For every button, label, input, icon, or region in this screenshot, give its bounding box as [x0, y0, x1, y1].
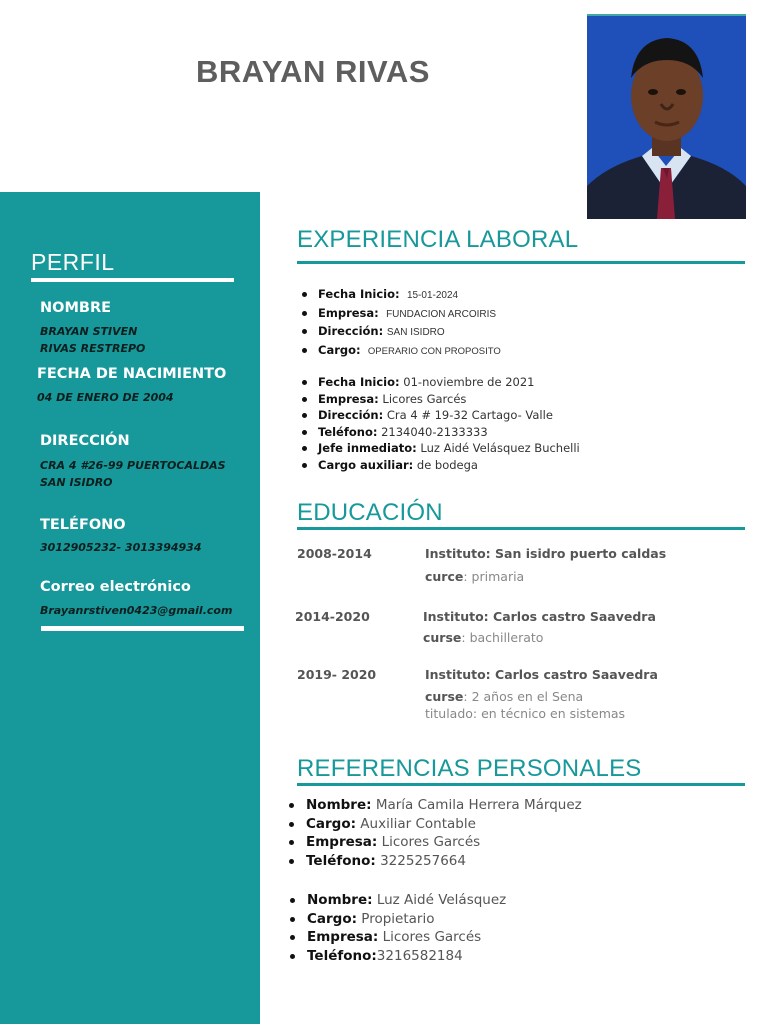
telefono-label: TELÉFONO	[40, 517, 126, 533]
list-item: Empresa: Licores Garcés	[287, 928, 506, 947]
list-item: Nombre: María Camila Herrera Márquez	[286, 796, 582, 815]
resume-name-title: BRAYAN RIVAS	[196, 54, 430, 89]
referencias-divider	[297, 783, 745, 786]
list-item: Empresa: Licores Garcés	[297, 391, 580, 408]
correo-value: Brayanrstiven0423@gmail.com	[40, 604, 233, 617]
nombre-label: NOMBRE	[40, 300, 112, 316]
edu-1-institution: Instituto: San isidro puerto caldas	[425, 546, 667, 561]
sidebar-heading-divider	[31, 278, 234, 282]
reference-1-list	[286, 796, 582, 870]
edu-3-years: 2019- 2020	[297, 667, 377, 682]
list-item: Cargo: Auxiliar Contable	[286, 815, 582, 834]
edu-3-institution: Instituto: Carlos castro Saavedra	[425, 667, 658, 682]
profile-sidebar	[0, 192, 260, 1024]
direccion-line1: CRA 4 #26-99 PUERTOCALDAS	[40, 459, 226, 472]
nombre-line2: RIVAS RESTREPO	[40, 342, 146, 355]
edu-2-course: curse: bachillerato	[423, 630, 544, 645]
list-item: Teléfono: 3225257664	[286, 852, 582, 871]
nacimiento-value: 04 DE ENERO DE 2004	[37, 391, 174, 404]
educacion-divider	[297, 527, 745, 530]
edu-3-extra: titulado: en técnico en sistemas	[425, 706, 626, 721]
direccion-label: DIRECCIÓN	[40, 433, 130, 449]
experiencia-title: EXPERIENCIA LABORAL	[297, 226, 579, 253]
edu-1-course: curce: primaria	[425, 569, 525, 584]
job-2-list	[297, 374, 580, 473]
experiencia-divider	[297, 261, 745, 264]
list-item: Cargo: Propietario	[287, 910, 506, 929]
list-item: Fecha Inicio: 15-01-2024	[297, 286, 501, 305]
list-item: Teléfono:3216582184	[287, 947, 506, 966]
edu-1-years: 2008-2014	[297, 546, 372, 561]
edu-2-institution: Instituto: Carlos castro Saavedra	[423, 609, 656, 624]
edu-2-years: 2014-2020	[295, 609, 370, 624]
correo-label: Correo electrónico	[40, 579, 191, 595]
list-item: Dirección: SAN ISIDRO	[297, 323, 501, 342]
list-item: Jefe inmediato: Luz Aidé Velásquez Buchelli	[297, 440, 580, 457]
nacimiento-label: FECHA DE NACIMIENTO	[37, 366, 227, 382]
list-item: Empresa: Licores Garcés	[286, 833, 582, 852]
profile-photo	[587, 14, 746, 219]
list-item: Nombre: Luz Aidé Velásquez	[287, 891, 506, 910]
nombre-line1: BRAYAN STIVEN	[40, 325, 138, 338]
direccion-line2: SAN ISIDRO	[40, 476, 113, 489]
list-item: Fecha Inicio: 01-noviembre de 2021	[297, 374, 580, 391]
list-item: Cargo auxiliar: de bodega	[297, 457, 580, 474]
list-item: Dirección: Cra 4 # 19-32 Cartago- Valle	[297, 407, 580, 424]
educacion-title: EDUCACIÓN	[297, 499, 443, 526]
job-1-list	[297, 286, 501, 360]
list-item: Empresa: FUNDACION ARCOIRIS	[297, 305, 501, 324]
edu-3-course: curse: 2 años en el Sena	[425, 689, 584, 704]
list-item: Cargo: OPERARIO CON PROPOSITO	[297, 342, 501, 361]
telefono-value: 3012905232- 3013394934	[40, 541, 202, 554]
reference-2-list	[287, 891, 506, 965]
list-item: Teléfono: 2134040-2133333	[297, 424, 580, 441]
referencias-title: REFERENCIAS PERSONALES	[297, 755, 642, 782]
sidebar-heading: PERFIL	[31, 249, 115, 275]
sidebar-bottom-divider	[41, 626, 244, 631]
